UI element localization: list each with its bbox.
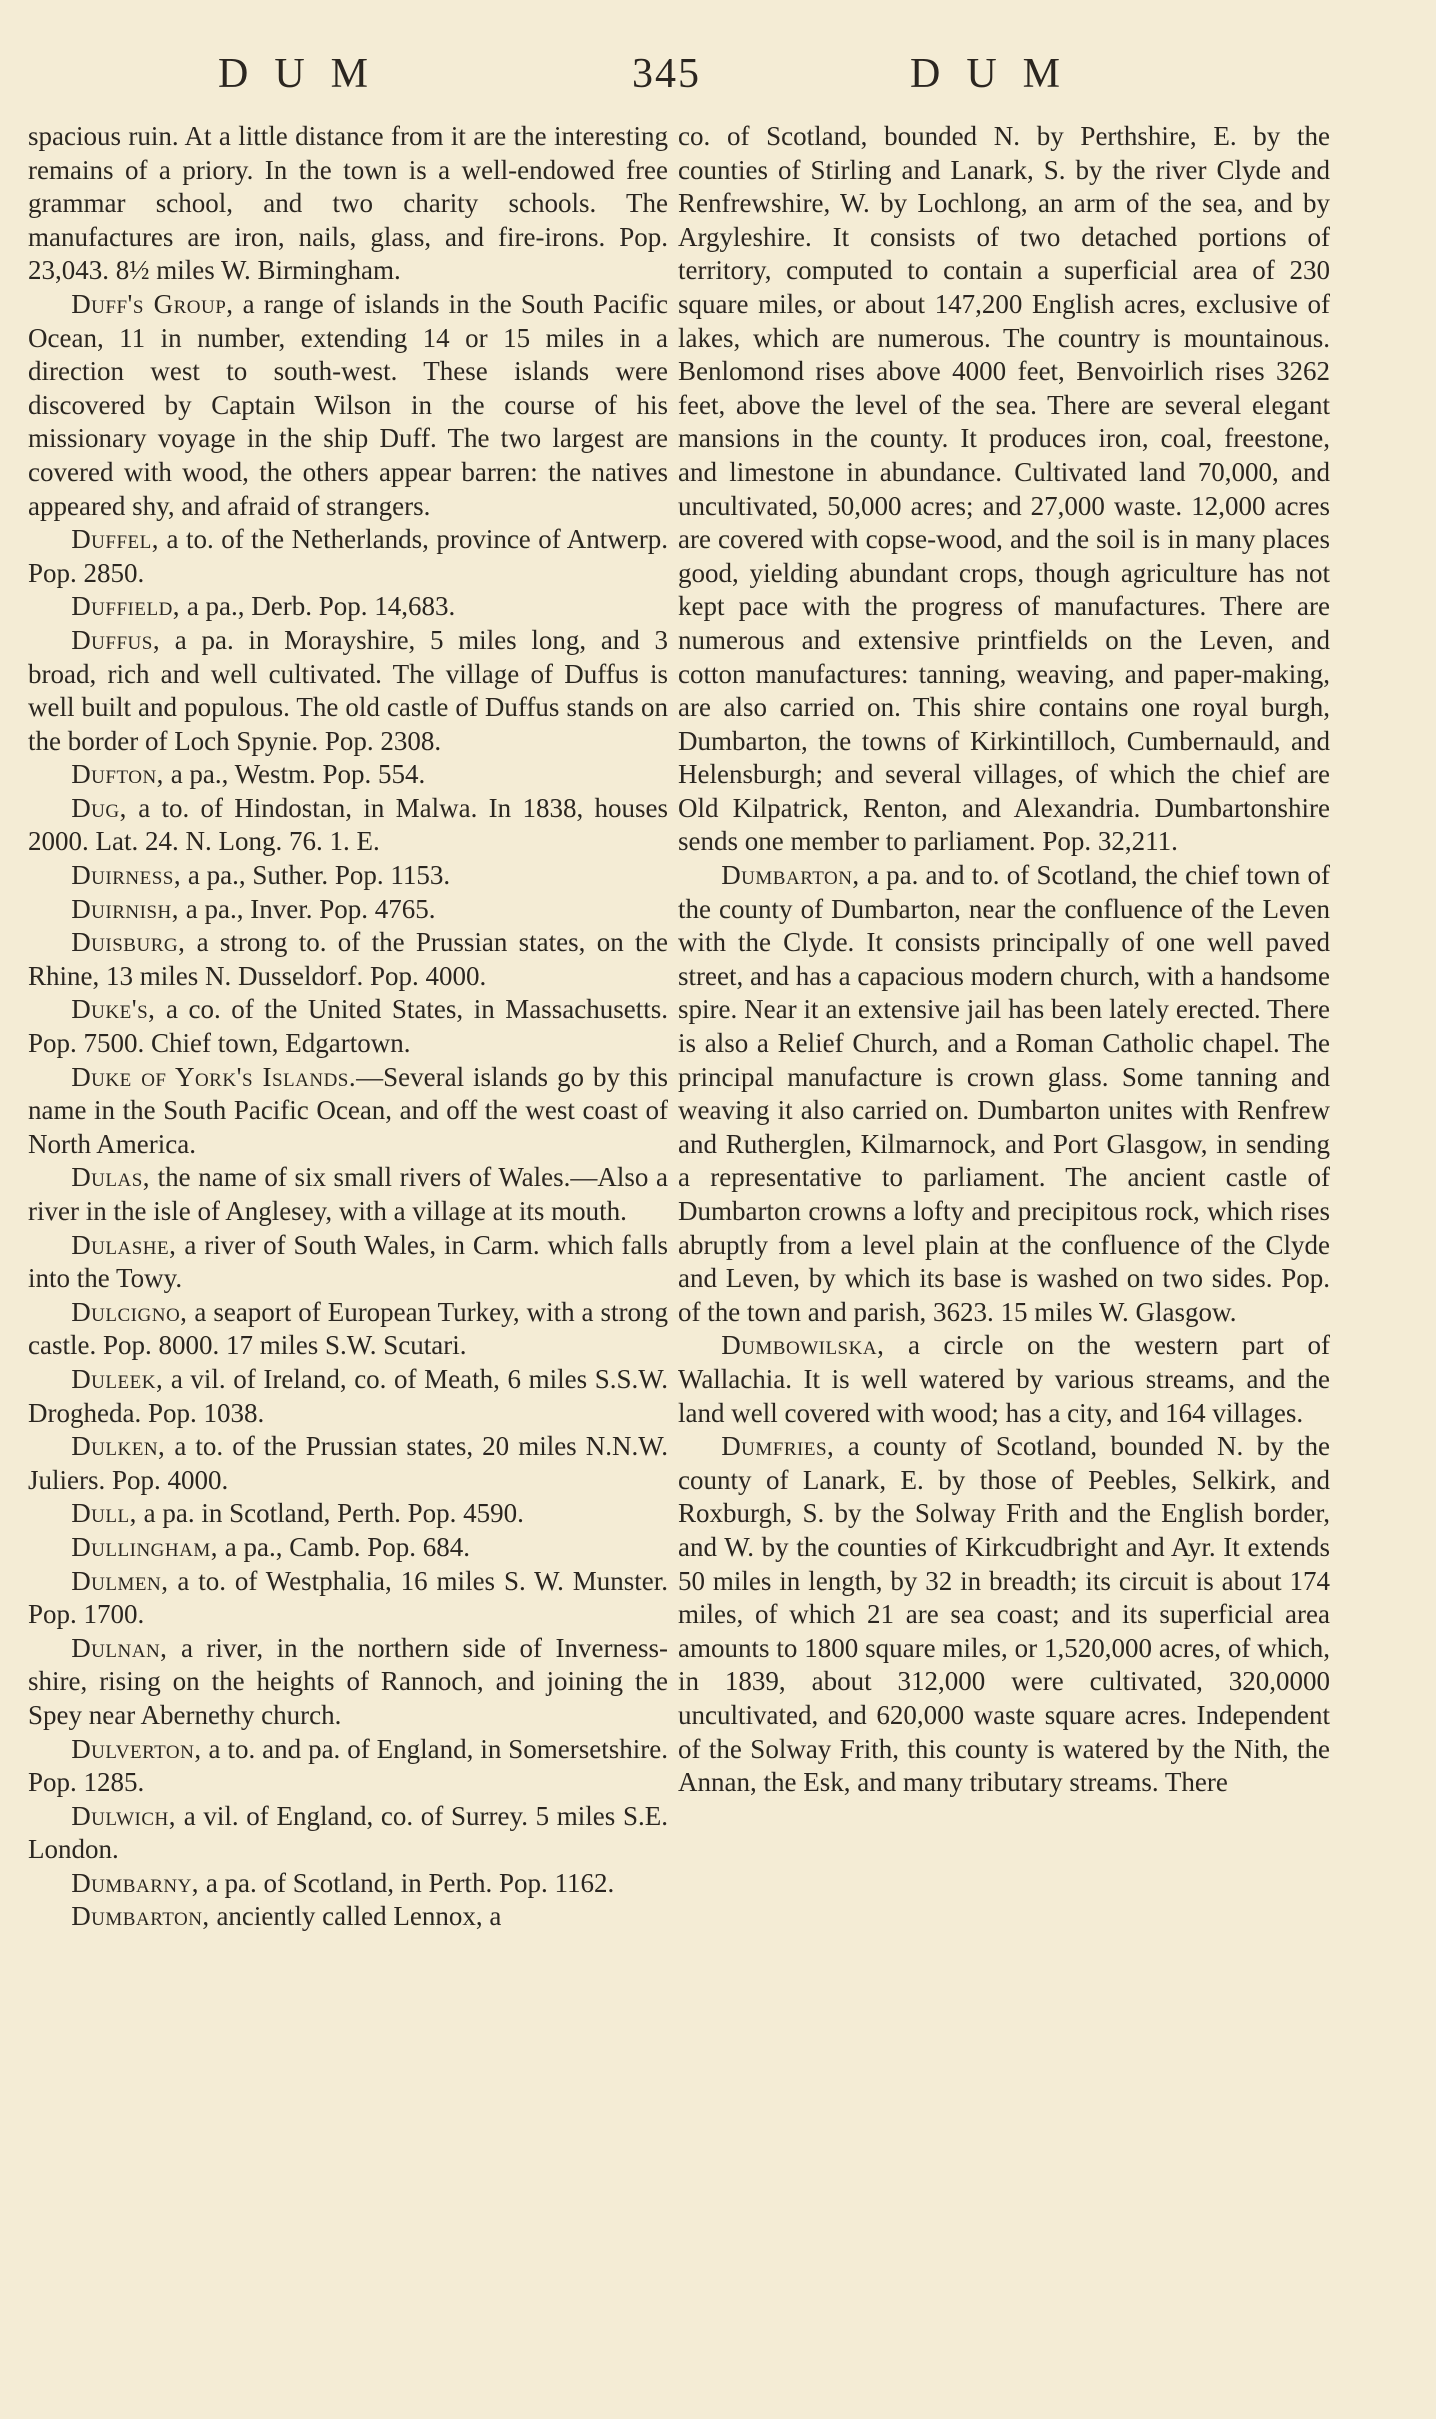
- entry-text: a pa., Camb. Pop. 684.: [217, 1531, 470, 1562]
- entry-text: a co. of the United States, in Massachusetts. Pop. 7500. Chief town, Edgartown.: [28, 994, 668, 1059]
- gazetteer-entry: [28, 1565, 668, 1632]
- entry-text: a to. of Westphalia, 16 miles S. W. Munster. Pop. 1700.: [28, 1565, 668, 1630]
- entry-text: a range of islands in the South Pacific Ocean, 11 in number, extending 14 or 15 miles in a direction west to south-west. These islands were discovered by Captain Wilson in the course of his missionary voyage in the ship Duff. The two largest are covered with wood, the others appear barren: the natives appeared shy, and afraid of strangers.: [28, 288, 669, 521]
- gazetteer-entry: [28, 1363, 668, 1430]
- gazetteer-entry: [28, 926, 668, 993]
- entry-text: a pa., Derb. Pop. 14,683.: [180, 591, 456, 622]
- gazetteer-entry: [28, 1229, 668, 1296]
- entry-text: a pa., Inver. Pop. 4765.: [179, 893, 436, 924]
- entry-text: the name of six small rivers of Wales.—Also a river in the isle of Anglesey, with a village at its mouth.: [28, 1162, 668, 1226]
- page-number: 345: [632, 51, 701, 97]
- entry-headword: Dulwich,: [71, 1800, 177, 1831]
- entry-text: a pa., Suther. Pop. 1153.: [181, 860, 451, 891]
- right-column: [678, 120, 1330, 1800]
- entry-text: a river of South Wales, in Carm. which falls into the Towy.: [28, 1229, 668, 1294]
- entry-text: a circle on the western part of Wallachia. It is well watered by various streams, and the land well covered with wood; has a city, and 164 villages.: [678, 1330, 1330, 1428]
- running-header: [0, 50, 1436, 110]
- entry-headword: Dumbarny,: [71, 1867, 200, 1898]
- entry-headword: Dug,: [71, 792, 127, 823]
- entry-headword: Dulashe,: [71, 1229, 177, 1260]
- entry-headword: Dumfries,: [721, 1431, 835, 1462]
- entry-text: a to. and pa. of England, in Somersetshire. Pop. 1285.: [28, 1733, 668, 1798]
- entry-headword: Dulnan,: [71, 1632, 168, 1663]
- entry-headword: Duffel,: [71, 524, 160, 555]
- entry-headword: Dufton,: [71, 759, 164, 790]
- gazetteer-entry: [678, 1329, 1330, 1430]
- entry-text: a seaport of European Turkey, with a strong castle. Pop. 8000. 17 miles S.W. Scutari.: [28, 1296, 668, 1361]
- entry-text: a county of Scotland, bounded N. by the county of Lanark, E. by those of Peebles, Selkirk, and Roxburgh, S. by the Solway Frith and the English border, and W. by the counties of Kirkcudbright and Ayr. It extends 50 miles in length, by 32 in breadth; its circuit is about 174 miles, of which 21 are sea coast; and its superficial area amounts to 1800 square miles, or 1,520,000 acres, of which, in 1839, about 312,000 were cultivated, 320,0000 uncultivated, and 620,000 waste square acres. Independent of the Solway Frith, this county is watered by the Nith, the Annan, the Esk, and many tributary streams. There: [678, 1431, 1330, 1798]
- entry-headword: Dullingham,: [71, 1531, 218, 1562]
- gazetteer-entry: [28, 590, 668, 624]
- gazetteer-entry: [28, 624, 668, 758]
- gazetteer-entry: [28, 1632, 668, 1733]
- header-left-guideword: DUM: [218, 51, 395, 97]
- entry-headword: Duff's Group,: [71, 288, 234, 319]
- gazetteer-entry: [28, 893, 668, 927]
- gazetteer-entry: [28, 1430, 668, 1497]
- gazetteer-entry: [28, 859, 668, 893]
- gazetteer-entry: [28, 993, 668, 1060]
- gazetteer-entry: [28, 792, 668, 859]
- entry-text: a strong to. of the Prussian states, on the Rhine, 13 miles N. Dusseldorf. Pop. 4000.: [28, 927, 668, 991]
- gazetteer-entry: [28, 288, 668, 523]
- gazetteer-entry: [678, 120, 1330, 859]
- entry-headword: Duffield,: [71, 591, 181, 622]
- entry-headword: Duleek,: [71, 1363, 164, 1394]
- entry-text: a vil. of Ireland, co. of Meath, 6 miles S.S.W. Drogheda. Pop. 1038.: [28, 1363, 668, 1428]
- gazetteer-entry: [28, 1900, 668, 1934]
- entry-headword: Dulmen,: [71, 1565, 169, 1596]
- entry-headword: Dumbarton,: [71, 1901, 210, 1932]
- entry-text: a pa. in Scotland, Perth. Pop. 4590.: [136, 1498, 524, 1529]
- gazetteer-entry: [678, 1430, 1330, 1800]
- entry-text: —Several islands go by this name in the South Pacific Ocean, and off the west coast of North America.: [28, 1061, 668, 1159]
- gazetteer-entry: [28, 1296, 668, 1363]
- entry-text: a pa. in Morayshire, 5 miles long, and 3 broad, rich and well cultivated. The village of Duffus is well built and populous. The old castle of Duffus stands on the border of Loch Spynie. Pop. 2308.: [28, 624, 668, 756]
- entry-text: a pa. and to. of Scotland, the chief town of the county of Dumbarton, near the confluence of the Leven with the Clyde. It consists principally of one well paved street, and has a capacious modern church, with a handsome spire. Near it an extensive jail has been lately erected. There is also a Relief Church, and a Roman Catholic chapel. The principal manufacture is crown glass. Some tanning and weaving it also carried on. Dumbarton unites with Renfrew and Rutherglen, Kilmarnock, and Port Glasgow, in sending a representative to parliament. The ancient castle of Dumbarton crowns a lofty and precipitous rock, which rises abruptly from a level plain at the confluence of the Clyde and Leven, by which its base is washed on two sides. Pop. of the town and parish, 3623. 15 miles W. Glasgow.: [678, 860, 1330, 1327]
- entry-text: a pa. of Scotland, in Perth. Pop. 1162.: [199, 1867, 615, 1898]
- entry-headword: Dulcigno,: [71, 1296, 188, 1327]
- entry-text: co. of Scotland, bounded N. by Perthshire, E. by the counties of Stirling and Lanark, S. by the river Clyde and Renfrewshire, W. by Lochlong, an arm of the sea, and by Argyleshire. It consists of two detached portions of territory, computed to contain a superficial area of 230 square miles, or about 147,200 English acres, exclusive of lakes, which are numerous. The country is mountainous. Benlomond rises above 4000 feet, Benvoirlich rises 3262 feet, above the level of the sea. There are several elegant mansions in the county. It produces iron, coal, freestone, and limestone in abundance. Cultivated land 70,000, and uncultivated, 50,000 acres; and 27,000 waste. 12,000 acres are covered with copse-wood, and the soil is in many places good, yielding abundant crops, though agriculture has not kept pace with the progress of manufactures. There are numerous and extensive printfields on the Leven, and cotton manufactures: tanning, weaving, and paper-making, are also carried on. This shire contains one royal burgh, Dumbarton, the towns of Kirkintilloch, Cumbernauld, and Helensburgh; and several villages, of which the chief are Old Kilpatrick, Renton, and Alexandria. Dumbartonshire sends one member to parliament. Pop. 32,211.: [678, 121, 1330, 857]
- entry-headword: Dulverton,: [71, 1733, 202, 1764]
- entry-text: a to. of the Prussian states, 20 miles N.N.W. Juliers. Pop. 4000.: [28, 1431, 668, 1495]
- entry-headword: Duisburg,: [71, 927, 186, 958]
- entry-headword: Dumbowilska,: [721, 1330, 885, 1361]
- entry-headword: Duirness,: [71, 860, 182, 891]
- gazetteer-entry: [28, 1733, 668, 1800]
- entry-text: spacious ruin. At a little distance from it are the interesting remains of a priory. In the town is a well-endowed free grammar school, and two charity schools. The manufactures are iron, nails, glass, and fire-irons. Pop. 23,043. 8½ miles W. Birmingham.: [28, 121, 668, 286]
- entry-headword: Dulas,: [71, 1162, 151, 1193]
- gazetteer-entry: [28, 1531, 668, 1565]
- gazetteer-entry: [28, 1867, 668, 1901]
- entry-headword: Duke's,: [71, 994, 156, 1025]
- entry-headword: Duke of York's Islands.: [71, 1061, 357, 1092]
- entry-headword: Duirnish,: [71, 893, 179, 924]
- gazetteer-entry: [28, 1061, 668, 1162]
- entry-text: a vil. of England, co. of Surrey. 5 miles S.E. London.: [28, 1800, 668, 1865]
- gazetteer-entry: [28, 523, 668, 590]
- gazetteer-entry: [28, 1161, 668, 1228]
- entry-text: a pa., Westm. Pop. 554.: [163, 759, 426, 790]
- gazetteer-entry: [28, 120, 668, 288]
- header-right-guideword: DUM: [910, 51, 1087, 97]
- entry-headword: Dumbarton,: [721, 860, 860, 891]
- entry-text: a to. of the Netherlands, province of Antwerp. Pop. 2850.: [28, 524, 668, 588]
- entry-headword: Dull,: [71, 1498, 137, 1529]
- gazetteer-entry: [678, 859, 1330, 1329]
- left-column: [28, 120, 668, 1934]
- entry-headword: Duffus,: [71, 624, 161, 655]
- gazetteer-entry: [28, 1497, 668, 1531]
- entry-text: a river, in the northern side of Inverness-shire, rising on the heights of Rannoch, and joining the Spey near Abernethy church.: [28, 1632, 668, 1730]
- gazetteer-entry: [28, 758, 668, 792]
- gazetteer-entry: [28, 1800, 668, 1867]
- entry-text: a to. of Hindostan, in Malwa. In 1838, houses 2000. Lat. 24. N. Long. 76. 1. E.: [28, 792, 668, 857]
- entry-text: anciently called Lennox, a: [209, 1901, 502, 1932]
- entry-headword: Dulken,: [71, 1431, 166, 1462]
